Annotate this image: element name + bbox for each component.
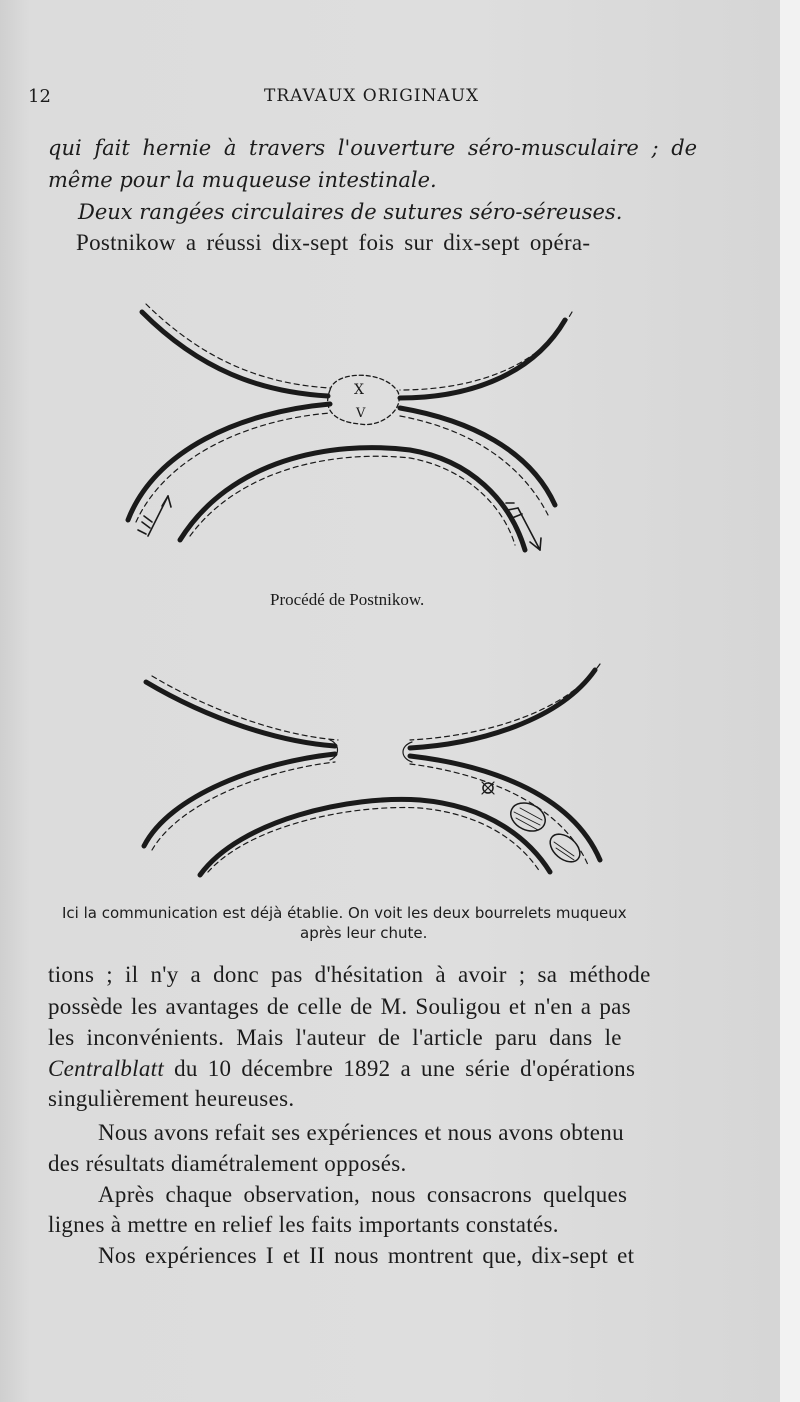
text-line: tions ; il n'y a donc pas d'hésitation à avoir ; sa méthode — [48, 962, 651, 987]
running-title: TRAVAUX ORIGINAUX — [264, 86, 480, 106]
figure-communication — [130, 660, 620, 890]
page-number: 12 — [28, 86, 51, 107]
figure-caption: Procédé de Postnikow. — [270, 590, 425, 609]
figure-label: V — [356, 406, 366, 421]
journal-title: Centralblatt — [48, 1056, 165, 1081]
text-line: Postnikow a réussi dix-sept fois sur dix-sept opéra- — [76, 230, 591, 255]
text-line: les inconvénients. Mais l'auteur de l'article paru dans le — [48, 1025, 622, 1050]
text-line: Nos expériences I et II nous montrent que, dix-sept et — [98, 1243, 635, 1268]
text-line: singulièrement heureuses. — [48, 1086, 295, 1111]
text-line: qui fait hernie à travers l'ouverture séro-musculaire ; de — [48, 136, 698, 160]
text-line: possède les avantages de celle de M. Souligou et n'en a pas — [48, 994, 631, 1019]
figure-caption: après leur chute. — [300, 924, 428, 942]
page-margin — [780, 0, 800, 1402]
text-line: des résultats diamétralement opposés. — [48, 1151, 407, 1176]
text-line: Nous avons refait ses expériences et nous avons obtenu — [98, 1120, 624, 1145]
text-line: Deux rangées circulaires de sutures séro-séreuses. — [78, 200, 623, 224]
figure-label: X — [354, 382, 364, 398]
figure-postnikow — [110, 300, 590, 570]
text-line: lignes à mettre en relief les faits importants constatés. — [48, 1212, 559, 1237]
text-line: Centralblatt du 10 décembre 1892 a une série d'opérations — [48, 1056, 636, 1081]
figure-caption: Ici la communication est déjà établie. On voit les deux bourrelets muqueux — [62, 904, 627, 922]
text-line: Après chaque observation, nous consacrons quelques — [98, 1182, 628, 1207]
text-line: même pour la muqueuse intestinale. — [48, 168, 437, 192]
